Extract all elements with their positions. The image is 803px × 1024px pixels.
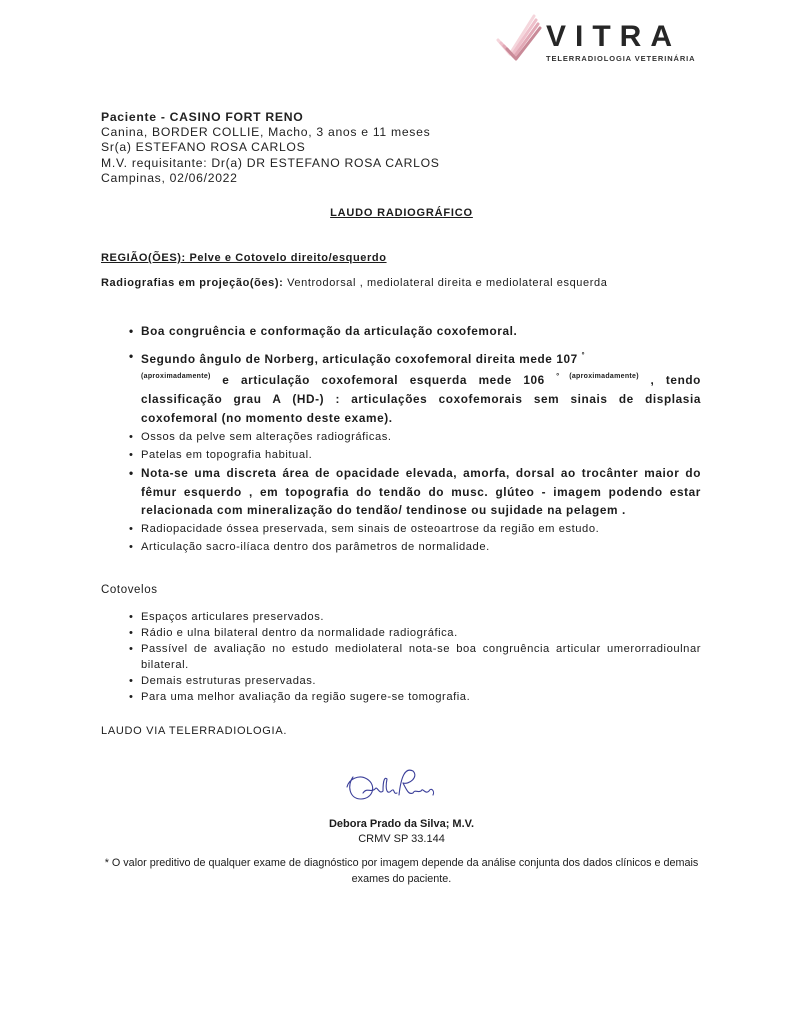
report-projections (101, 277, 607, 289)
requesting-vet: M.V. requisitante: Dr(a) DR ESTEFANO ROSA CARLOS (101, 155, 440, 170)
list-item: • Articulação sacro-ilíaca dentro dos parâmetros de normalidade. (129, 538, 701, 556)
projections-label: Radiografias em projeção(ões): (101, 277, 284, 289)
list-item: • Espaços articulares preservados. (129, 609, 701, 625)
report-region: REGIÃO(ÕES): Pelve e Cotovelo direito/esquerdo (101, 252, 387, 264)
list-item: • Boa congruência e conformação da articulação coxofemoral. (129, 322, 701, 341)
signer-crmv: CRMV SP 33.144 (358, 833, 445, 845)
brand-tagline: TELERRADIOLOGIA VETERINÁRIA (546, 54, 696, 63)
list-item (129, 347, 701, 428)
checkmark-logo-icon (494, 10, 542, 62)
patient-name: Paciente - CASINO FORT RENO (101, 110, 304, 124)
norberg-text-1: Segundo ângulo de Norberg, articulação coxofemoral direita mede 107 (141, 351, 582, 366)
approx-sup-2: º (aproximadamente) (556, 373, 639, 381)
list-item: • Para uma melhor avaliação da região sugere-se tomografia. (129, 689, 701, 705)
brand-name: VITRA (546, 20, 681, 53)
list-item: • Radiopacidade óssea preservada, sem sinais de osteoartrose da região em estudo. (129, 520, 701, 538)
list-item: • Rádio e ulna bilateral dentro da normalidade radiográfica. (129, 625, 701, 641)
patient-info (101, 110, 440, 186)
approx-sup: (aproximadamente) (141, 373, 211, 381)
list-item: • Patelas em topografia habitual. (129, 446, 701, 464)
degree-sup: º (581, 351, 585, 359)
projections-value: Ventrodorsal , mediolateral direita e mediolateral esquerda (287, 277, 608, 289)
elbow-findings-list (129, 609, 701, 705)
disclaimer: * O valor preditivo de qualquer exame de diagnóstico por imagem depende da análise conjunta dos dados clínicos e demais exames do paciente. (104, 857, 699, 885)
list-item: • Ossos da pelve sem alterações radiográficas. (129, 428, 701, 446)
patient-owner: Sr(a) ESTEFANO ROSA CARLOS (101, 140, 306, 155)
norberg-text-3: , tendo classificação grau A (HD-) : articulações coxofemorais sem sinais de displasia coxofemoral (no momento deste exame). (141, 373, 701, 425)
report-title: LAUDO RADIOGRÁFICO (330, 207, 473, 219)
signer-name: Debora Prado da Silva; M.V. (328, 818, 475, 830)
handwritten-signature (343, 765, 438, 807)
list-item: • Demais estruturas preservadas. (129, 673, 701, 689)
patient-species: Canina, BORDER COLLIE, Macho, 3 anos e 11 meses (101, 125, 431, 140)
vitra-logo (494, 8, 694, 64)
elbows-label: Cotovelos (101, 584, 158, 596)
list-item: • Nota-se uma discreta área de opacidade elevada, amorfa, dorsal ao trocânter maior do fêmur esquerdo , em topografia do tendão do musc. glúteo - imagem podendo estar relacionada com mineralização do tendão/ tendinose ou sujidade na pelagem . (129, 464, 701, 520)
list-item: • Passível de avaliação no estudo mediolateral nota-se boa congruência articular umerorradioulnar bilateral. (129, 641, 701, 673)
norberg-text-2: e articulação coxofemoral esquerda mede 106 (210, 373, 557, 388)
pelvis-findings-list (129, 322, 701, 556)
place-date: Campinas, 02/06/2022 (101, 170, 238, 185)
report-via: LAUDO VIA TELERRADIOLOGIA. (101, 725, 288, 737)
